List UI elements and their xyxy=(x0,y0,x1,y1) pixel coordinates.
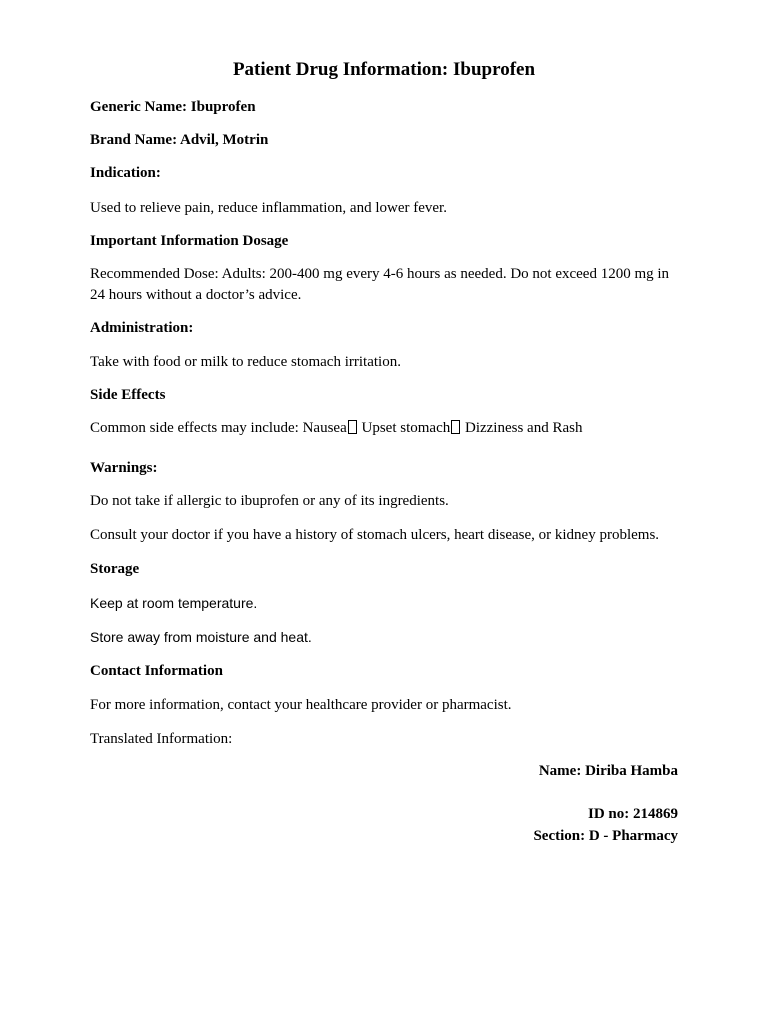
warnings-heading: Warnings: xyxy=(90,460,158,476)
side-effect-item: Upset stomach xyxy=(357,420,451,436)
storage-heading: Storage xyxy=(90,561,140,577)
indication-text: Used to relieve pain, reduce inflammation, and lower fever. xyxy=(90,200,447,216)
generic-name: Generic Name: Ibuprofen xyxy=(90,99,256,115)
signature-section: Section: D - Pharmacy xyxy=(533,828,678,844)
missing-glyph-icon xyxy=(348,420,357,434)
warning-item: Consult your doctor if you have a history of stomach ulcers, heart disease, or kidney problems. xyxy=(90,527,660,543)
contact-text: For more information, contact your healthcare provider or pharmacist. xyxy=(90,697,512,713)
storage-item: Keep at room temperature. xyxy=(90,595,258,611)
side-effect-item: Dizziness and Rash xyxy=(461,420,583,436)
signature-name: Name: Diriba Hamba xyxy=(538,763,678,779)
administration-heading: Administration: xyxy=(90,320,194,336)
dosage-heading: Important Information Dosage xyxy=(90,233,289,249)
side-effects-intro: Common side effects may include: Nausea xyxy=(90,420,347,436)
translated-information-label: Translated Information: xyxy=(90,731,233,747)
administration-text: Take with food or milk to reduce stomach irritation. xyxy=(90,354,401,370)
brand-name: Brand Name: Advil, Motrin xyxy=(90,132,269,148)
storage-item: Store away from moisture and heat. xyxy=(90,629,312,645)
signature-id-no: ID no: 214869 xyxy=(587,806,678,822)
side-effects-text xyxy=(90,418,680,439)
dosage-text: Recommended Dose: Adults: 200-400 mg every 4-6 hours as needed. Do not exceed 1200 mg in 24 hours without a doctor’s advice. xyxy=(90,266,670,303)
contact-heading: Contact Information xyxy=(90,663,223,679)
indication-heading: Indication: xyxy=(90,165,161,181)
missing-glyph-icon xyxy=(451,420,460,434)
warning-item: Do not take if allergic to ibuprofen or any of its ingredients. xyxy=(90,493,449,509)
page-title: Patient Drug Information: Ibuprofen xyxy=(232,59,536,80)
side-effects-heading: Side Effects xyxy=(90,387,166,403)
